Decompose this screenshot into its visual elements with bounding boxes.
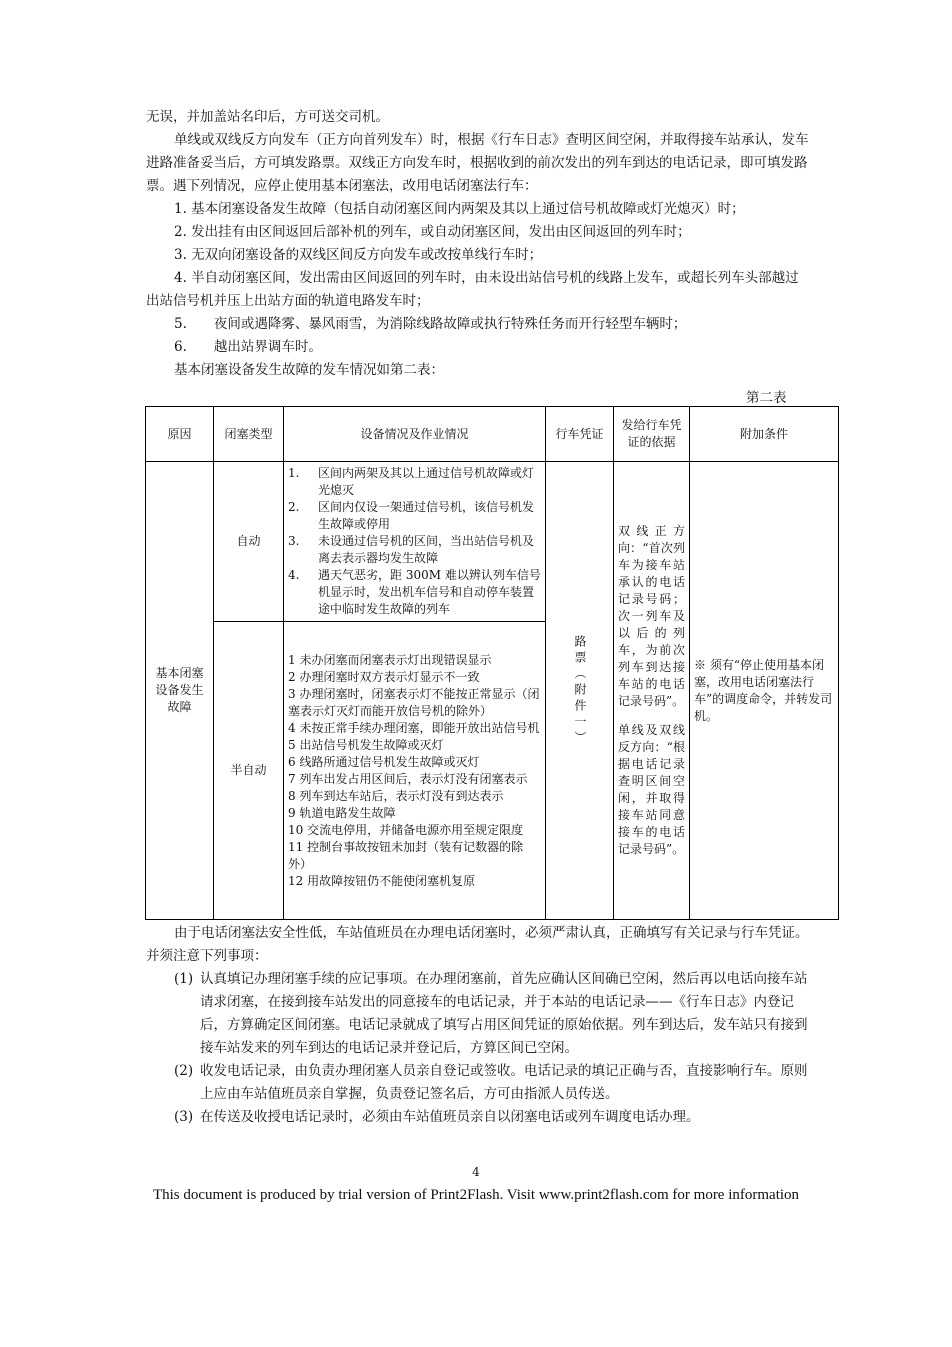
semi-equipment-cell: [284, 622, 546, 920]
header-basis: 发给行车凭证的依据: [614, 407, 690, 462]
basis-cell: [614, 462, 690, 920]
header-condition: 附加条件: [690, 407, 839, 462]
header-type: 闭塞类型: [214, 407, 284, 462]
intro-section: [146, 106, 811, 382]
intro-paragraph: 单线或双线反方向发车（正方向首列发车）时，根据《行车日志》查明区间空闲，并取得接车站承认，发车进路准备妥当后，方可填发路票。双线正方向发车时，根据收到的前次发出的列车到达的电话记录，即可填发路票。遇下列情况，应停止使用基本闭塞法，改用电话闭塞法行车：: [146, 132, 809, 194]
basis-single: 单线及双线反方向：“根据电话记录查明区间空闲，并取得接车站同意接车的电话记录号码”。: [618, 723, 685, 856]
list-item: 1. 基本闭塞设备发生故障（包括自动闭塞区间内两架及其以上通过信号机故障或灯光熄灭）时；: [174, 201, 745, 217]
list-item: 6. 越出站界调车时。: [174, 339, 322, 355]
table-caption: 第二表: [746, 390, 787, 406]
header-equipment: 设备情况及作业情况: [284, 407, 546, 462]
list-item: 10 交流电停用，并储备电源亦用至规定限度: [288, 822, 524, 837]
list-item: (2) 收发电话记录，由负责办理闭塞人员亲自登记或签收。电话记录的填记正确与否，直接影响行车。原则上应由车站值班员亲自掌握，负责登记签名后，方可由指派人员传送。: [174, 1063, 808, 1102]
list-item: 4. 半自动闭塞区间，发出需由区间返回的列车时，由未设出站信号机的线路上发车，或超长列车头部越过出站信号机并压上出站方面的轨道电路发车时；: [146, 270, 799, 309]
list-item: 2. 区间内仅设一架通过信号机，该信号机发生故障或停用: [288, 500, 535, 531]
auto-equipment-cell: [284, 462, 546, 622]
list-item: 5. 夜间或遇降雾、暴风雨雪，为消除线路故障或执行特殊任务而开行轻型车辆时；: [174, 316, 687, 332]
basis-double: 双线正方向：“首次列车为接车站承认的电话记录号码；次一列车及以后的列车，为前次列车到达接车站的电话记录号码”。: [618, 524, 685, 708]
condition-cell: ※ 须有“停止使用基本闭塞，改用电话闭塞法行车”的调度命令，并转发司机。: [690, 462, 839, 920]
table-lead: 基本闭塞设备发生故障的发车情况如第二表：: [174, 362, 444, 378]
list-item: 11 控制台事故按钮未加封（装有记数器的除外）: [288, 839, 524, 871]
list-item: (1) 认真填记办理闭塞手续的应记事项。在办理闭塞前，首先应确认区间确已空闲，然后再以电话向接车站请求闭塞，在接到接车站发出的同意接车的电话记录，并于本站的电话记录——《行车日志》内登记后，方算确定区间闭塞。电话记录就成了填写占用区间凭证的原始依据。列车到达后，发车站只有接到接车站发来的列车到达的电话记录并登记后，方算区间已空闲。: [174, 971, 808, 1056]
list-item: (3) 在传送及收授电话记录时，必须由车站值班员亲自以闭塞电话或列车调度电话办理。: [174, 1109, 700, 1125]
type-semi: 半自动: [214, 622, 284, 920]
list-item: 3 办理闭塞时，闭塞表示灯不能按正常显示（闭塞表示灯灭灯而能开放信号机的除外）: [288, 686, 540, 718]
list-item: 1. 区间内两架及其以上通过信号机故障或灯光熄灭: [288, 466, 535, 497]
list-item: 12 用故障按钮仍不能使闭塞机复原: [288, 873, 476, 888]
list-item: 3. 无双向闭塞设备的双线区间反方向发车或改按单线行车时；: [174, 247, 543, 263]
list-item: 2 办理闭塞时双方表示灯显示不一致: [288, 669, 480, 684]
fault-table: [145, 406, 839, 920]
header-reason: 原因: [146, 407, 214, 462]
list-item: 3. 未设通过信号机的区间，当出站信号机及离去表示器均发生故障: [288, 534, 535, 565]
type-auto: 自动: [214, 462, 284, 622]
list-item: 5 出站信号机发生故障或灭灯: [288, 737, 444, 752]
table-header-row: [146, 407, 839, 462]
header-voucher: 行车凭证: [546, 407, 614, 462]
list-item: 1 未办闭塞而闭塞表示灯出现错误显示: [288, 652, 492, 667]
intro-line: 无误，并加盖站名印后，方可送交司机。: [146, 109, 389, 125]
table-row-auto: [146, 462, 839, 622]
list-item: 7 列车出发占用区间后，表示灯没有闭塞表示: [288, 771, 528, 786]
voucher-cell: [546, 462, 614, 920]
list-item: 8 列车到达车站后，表示灯没有到达表示: [288, 788, 504, 803]
list-item: 2. 发出挂有由区间返回后部补机的列车，或自动闭塞区间，发出由区间返回的列车时；: [174, 224, 691, 240]
auto-equipment-list: [288, 465, 541, 618]
notes-lead: 由于电话闭塞法安全性低，车站值班员在办理电话闭塞时，必须严肃认真，正确填写有关记录与行车凭证。并须注意下列事项：: [146, 925, 809, 964]
list-item: 4. 遇天气恶劣，距 300M 难以辨认列车信号机显示时，发出机车信号和自动停车装置途中临时发生故障的列车: [288, 568, 541, 616]
list-item: 9 轨道电路发生故障: [288, 805, 396, 820]
voucher-text: 路票（附件一）: [573, 634, 587, 747]
page-number: 4: [472, 1165, 480, 1179]
watermark-text: This document is produced by trial version of Print2Flash. Visit www.print2flash.com for more information: [152, 1187, 800, 1203]
list-item: 6 线路所通过信号机发生故障或灭灯: [288, 754, 480, 769]
list-item: 4 未按正常手续办理闭塞，即能开放出站信号机: [288, 720, 540, 735]
reason-cell: 基本闭塞设备发生故障: [146, 462, 214, 920]
notes-section: [146, 922, 811, 1129]
